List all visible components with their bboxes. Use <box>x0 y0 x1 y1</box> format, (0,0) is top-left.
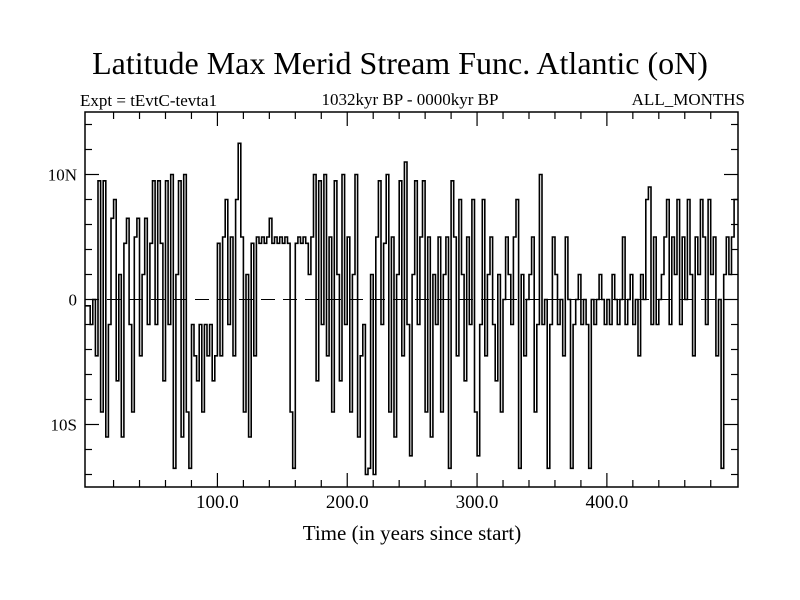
time-period-label: 1032kyr BP - 0000kyr BP <box>321 90 499 109</box>
x-tick-label: 200.0 <box>325 492 369 513</box>
experiment-label: Expt = tEvtC-tevta1 <box>80 91 218 110</box>
months-label: ALL_MONTHS <box>631 90 745 109</box>
x-tick-label: 400.0 <box>585 492 629 513</box>
x-axis-title: Time (in years since start) <box>302 521 522 545</box>
chart-title: Latitude Max Merid Stream Func. Atlantic (oN) <box>92 45 708 81</box>
y-tick-label: 10N <box>47 165 77 185</box>
y-tick-label: 0 <box>68 290 77 310</box>
y-tick-label: 10S <box>50 415 77 435</box>
x-tick-label: 300.0 <box>455 492 499 513</box>
x-tick-label: 100.0 <box>196 492 239 513</box>
data-series-line <box>85 143 738 474</box>
